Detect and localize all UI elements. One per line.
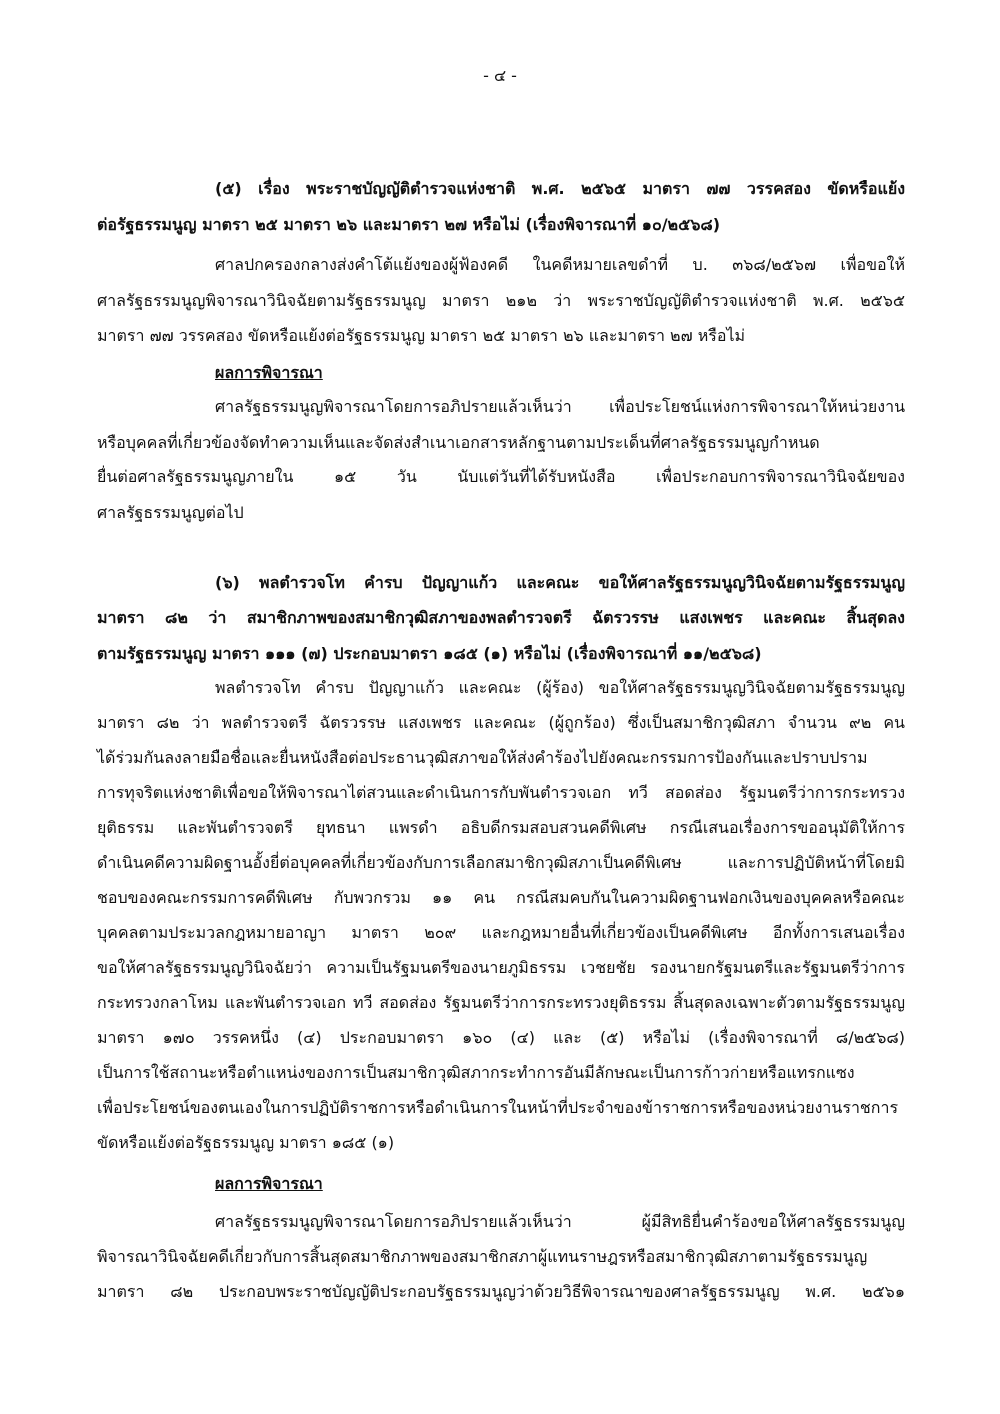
section-6-body-line-2: มาตรา ๘๒ ว่า พลตำรวจตรี ฉัตรวรรษ แสงเพชร และคณะ (ผู้ถูกร้อง) ซึ่งเป็นสมาชิกวุฒิสภา จำนวน ๙๒ คน bbox=[97, 713, 905, 732]
section-6-result-heading: ผลการพิจารณา bbox=[215, 1174, 323, 1193]
section-6-body-line-3: ได้ร่วมกันลงลายมือชื่อและยื่นหนังสือต่อประธานวุฒิสภาขอให้ส่งคำร้องไปยังคณะกรรมการป้องกันและปราบปราม bbox=[97, 748, 868, 767]
section-6-body-line-9: ขอให้ศาลรัฐธรรมนูญวินิจฉัยว่า ความเป็นรัฐมนตรีของนายภูมิธรรม เวชยชัย รองนายกรัฐมนตรีและรัฐมนตรีว่าการ bbox=[97, 958, 905, 977]
section-6-result-line-1: ศาลรัฐธรรมนูญพิจารณาโดยการอภิปรายแล้วเห็นว่า ผู้มีสิทธิยื่นคำร้องขอให้ศาลรัฐธรรมนูญ bbox=[215, 1212, 905, 1231]
section-5-body-line-3: มาตรา ๗๗ วรรคสอง ขัดหรือแย้งต่อรัฐธรรมนูญ มาตรา ๒๕ มาตรา ๒๖ และมาตรา ๒๗ หรือไม่ bbox=[97, 326, 746, 345]
page-number: - ๔ - bbox=[483, 66, 517, 85]
section-6-title-line-1: (๖) พลตำรวจโท คำรบ ปัญญาแก้ว และคณะ ขอให้ศาลรัฐธรรมนูญวินิจฉัยตามรัฐธรรมนูญ bbox=[215, 573, 905, 592]
section-6-body-line-6: ดำเนินคดีความผิดฐานอั้งยี่ต่อบุคคลที่เกี่ยวข้องกับการเลือกสมาชิกวุฒิสภาเป็นคดีพิเศษ และการปฏิบัติหน้าที่โดยมิ bbox=[97, 853, 905, 872]
section-5-title-line-2: ต่อรัฐธรรมนูญ มาตรา ๒๕ มาตรา ๒๖ และมาตรา ๒๗ หรือไม่ (เรื่องพิจารณาที่ ๑๐/๒๕๖๘) bbox=[97, 215, 721, 234]
section-5-result-heading: ผลการพิจารณา bbox=[215, 363, 323, 382]
section-6-title-line-2: มาตรา ๘๒ ว่า สมาชิกภาพของสมาชิกวุฒิสภาของพลตำรวจตรี ฉัตรวรรษ แสงเพชร และคณะ สิ้นสุดลง bbox=[97, 608, 905, 627]
section-6-body-line-7: ชอบของคณะกรรมการคดีพิเศษ กับพวกรวม ๑๑ คน กรณีสมคบกันในความผิดฐานฟอกเงินของบุคคลหรือคณะ bbox=[97, 888, 905, 907]
section-6-body-line-14: ขัดหรือแย้งต่อรัฐธรรมนูญ มาตรา ๑๘๕ (๑) bbox=[97, 1133, 395, 1152]
section-6-body-line-1: พลตำรวจโท คำรบ ปัญญาแก้ว และคณะ (ผู้ร้อง) ขอให้ศาลรัฐธรรมนูญวินิจฉัยตามรัฐธรรมนูญ bbox=[215, 678, 905, 697]
section-6-body-line-12: เป็นการใช้สถานะหรือตำแหน่งของการเป็นสมาชิกวุฒิสภากระทำการอันมีลักษณะเป็นการก้าวก่ายหรือแทรกแซง bbox=[97, 1063, 855, 1082]
section-5-result-line-1: ศาลรัฐธรรมนูญพิจารณาโดยการอภิปรายแล้วเห็นว่า เพื่อประโยชน์แห่งการพิจารณาให้หน่วยงาน bbox=[215, 397, 905, 416]
section-5-title-line-1: (๕) เรื่อง พระราชบัญญัติตำรวจแห่งชาติ พ.ศ. ๒๕๖๕ มาตรา ๗๗ วรรคสอง ขัดหรือแย้ง bbox=[215, 179, 905, 198]
section-6-body-line-10: กระทรวงกลาโหม และพันตำรวจเอก ทวี สอดส่อง รัฐมนตรีว่าการกระทรวงยุติธรรม สิ้นสุดลงเฉพาะตัวตามรัฐธรรมนูญ bbox=[97, 993, 905, 1012]
section-6-body-line-8: บุคคลตามประมวลกฎหมายอาญา มาตรา ๒๐๙ และกฎหมายอื่นที่เกี่ยวข้องเป็นคดีพิเศษ อีกทั้งการเสนอเรื่อง bbox=[97, 923, 905, 942]
section-5-body-line-2: ศาลรัฐธรรมนูญพิจารณาวินิจฉัยตามรัฐธรรมนูญ มาตรา ๒๑๒ ว่า พระราชบัญญัติตำรวจแห่งชาติ พ.ศ. ๒๕๖๕ bbox=[97, 291, 905, 310]
section-6-result-line-2: พิจารณาวินิจฉัยคดีเกี่ยวกับการสิ้นสุดสมาชิกภาพของสมาชิกสภาผู้แทนราษฎรหรือสมาชิกวุฒิสภาตามรัฐธรรมนูญ bbox=[97, 1247, 868, 1266]
section-6-title-line-3: ตามรัฐธรรมนูญ มาตรา ๑๑๑ (๗) ประกอบมาตรา ๑๘๕ (๑) หรือไม่ (เรื่องพิจารณาที่ ๑๑/๒๕๖๘) bbox=[97, 644, 762, 663]
section-5-result-line-4: ศาลรัฐธรรมนูญต่อไป bbox=[97, 503, 244, 522]
section-5-result-line-3: ยื่นต่อศาลรัฐธรรมนูญภายใน ๑๕ วัน นับแต่วันที่ได้รับหนังสือ เพื่อประกอบการพิจารณาวินิจฉัยของ bbox=[97, 467, 905, 486]
section-5-result-line-2: หรือบุคคลที่เกี่ยวข้องจัดทำความเห็นและจัดส่งสำเนาเอกสารหลักฐานตามประเด็นที่ศาลรัฐธรรมนูญกำหนด bbox=[97, 433, 820, 452]
section-6-body-line-11: มาตรา ๑๗๐ วรรคหนึ่ง (๔) ประกอบมาตรา ๑๖๐ (๔) และ (๕) หรือไม่ (เรื่องพิจารณาที่ ๘/๒๕๖๘) bbox=[97, 1028, 905, 1047]
section-6-body-line-5: ยุติธรรม และพันตำรวจตรี ยุทธนา แพรดำ อธิบดีกรมสอบสวนคดีพิเศษ กรณีเสนอเรื่องการขออนุมัติให้การ bbox=[97, 818, 905, 837]
section-6-body-line-13: เพื่อประโยชน์ของตนเองในการปฏิบัติราชการหรือดำเนินการในหน้าที่ประจำของข้าราชการหรือของหน่วยงานราชการ bbox=[97, 1098, 899, 1117]
section-5-body-line-1: ศาลปกครองกลางส่งคำโต้แย้งของผู้ฟ้องคดี ในคดีหมายเลขดำที่ บ. ๓๖๘/๒๕๖๗ เพื่อขอให้ bbox=[215, 255, 905, 274]
section-6-result-line-3: มาตรา ๘๒ ประกอบพระราชบัญญัติประกอบรัฐธรรมนูญว่าด้วยวิธีพิจารณาของศาลรัฐธรรมนูญ พ.ศ. ๒๕๖๑ bbox=[97, 1282, 905, 1301]
section-6-body-line-4: การทุจริตแห่งชาติเพื่อขอให้พิจารณาไต่สวนและดำเนินการกับพันตำรวจเอก ทวี สอดส่อง รัฐมนตรีว่าการกระทรวง bbox=[97, 783, 905, 802]
